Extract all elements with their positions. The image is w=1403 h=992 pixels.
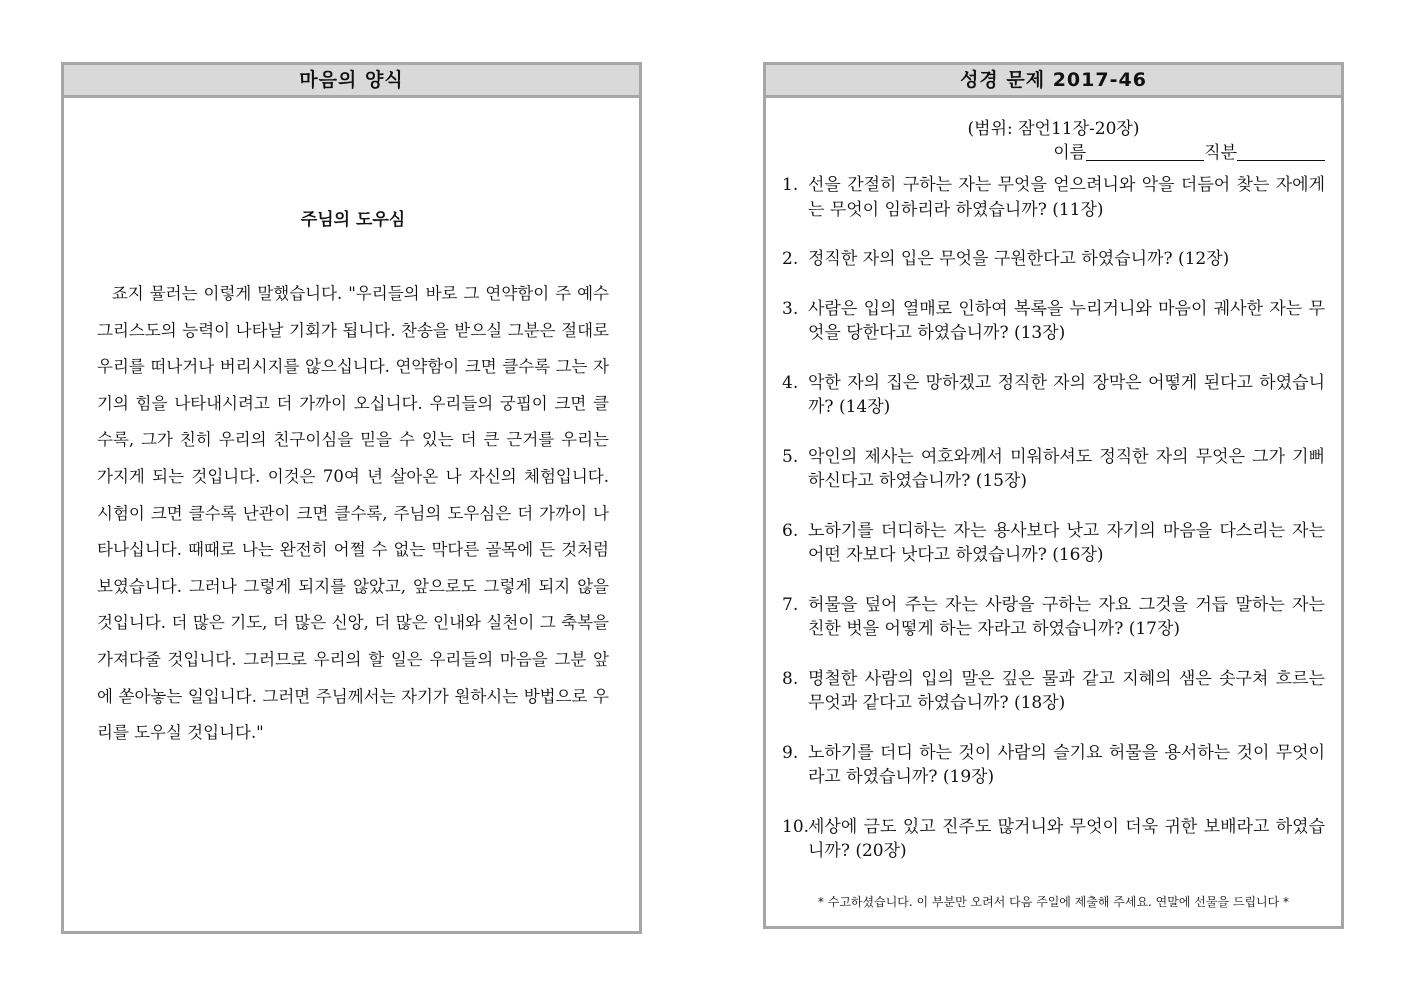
name-label: 이름: [1053, 143, 1087, 163]
article-body: 죠지 뮬러는 이렇게 말했습니다. "우리들의 바로 그 연약함이 주 예수 그리스도의 능력이 나타날 기회가 됩니다. 찬송을 받으실 그분은 절대로 우리를 떠나거나 버리시지를 않으십니다. 연약함이 크면 클수록 그는 자기의 힘을 나타내시려고 더 가까이 오십니다. 우리들의 궁핍이 크면 클수록, 그가 친히 우리의 친구이심을 믿을 수 있는 더 큰 근거를 우리는 가지게 되는 것입니다. 이것은 70여 년 살아온 나 자신의 체험입니다. 시험이 크면 클수록 난관이 크면 클수록, 주님의 도우심은 더 가까이 나타나십니다. 때때로 나는 완전히 어쩔 수 없는 막다른 골목에 든 것처럼 보였습니다. 그러나 그렇게 되지를 않았고, 앞으로도 그렇게 되지 않을 것입니다. 더 많은 기도, 더 많은 신앙, 더 많은 인내와 실천이 그 축복을 가져다줄 것입니다. 그러므로 우리의 할 일은 우리들의 마음을 그분 앞에 쏟아놓는 일입니다. 그러면 주님께서는 자기가 원하시는 방법으로 우리를 도우실 것입니다.": [97, 284, 609, 743]
devotional-content: [97, 205, 609, 752]
article-title: 주님의 도우심: [300, 210, 406, 230]
question-number: 8.: [782, 668, 799, 689]
question-item: [782, 445, 1325, 494]
question-number: 4.: [782, 372, 799, 393]
question-item: [782, 173, 1325, 222]
question-item: [782, 593, 1325, 642]
question-text: 정직한 자의 입은 무엇을 구원한다고 하였습니까? (12장): [808, 249, 1230, 269]
question-number: 9.: [782, 742, 799, 763]
question-text: 악인의 제사는 여호와께서 미워하셔도 정직한 자의 무엇은 그가 기뻐하신다고 하였습니까? (15장): [808, 446, 1325, 491]
question-item: [782, 371, 1325, 420]
quiz-range: (범위: 잠언11장-20장): [967, 119, 1140, 139]
question-list: [782, 173, 1325, 864]
question-number: 7.: [782, 594, 799, 615]
question-item: [782, 519, 1325, 568]
question-item: [782, 815, 1325, 864]
question-item: [782, 297, 1325, 346]
devotional-header: 마음의 양식: [64, 65, 639, 98]
submission-note: * 수고하셨습니다. 이 부분만 오려서 다음 주일에 제출해 주세요. 연말에 선물을 드립니다 *: [817, 895, 1290, 909]
question-number: 6.: [782, 520, 799, 541]
quiz-header: 성경 문제 2017-46: [766, 65, 1341, 98]
devotional-panel: [61, 62, 642, 934]
question-number: 10.: [782, 816, 810, 837]
role-blank[interactable]: [1237, 142, 1325, 161]
question-number: 3.: [782, 298, 799, 319]
question-item: [782, 247, 1325, 272]
question-text: 사람은 입의 열매로 인하여 복록을 누리거니와 마음이 궤사한 자는 무엇을 당한다고 하였습니까? (13장): [808, 298, 1325, 343]
question-text: 악한 자의 집은 망하겠고 정직한 자의 장막은 어떻게 된다고 하였습니까? (14장): [808, 372, 1325, 417]
quiz-content: [782, 117, 1325, 889]
question-text: 허물을 덮어 주는 자는 사랑을 구하는 자요 그것을 거듭 말하는 자는 친한 벗을 어떻게 하는 자라고 하였습니까? (17장): [808, 594, 1325, 639]
question-text: 선을 간절히 구하는 자는 무엇을 얻으려니와 악을 더듬어 찾는 자에게는 무엇이 임하리라 하였습니까? (11장): [808, 175, 1325, 220]
question-text: 명철한 사람의 입의 말은 깊은 물과 같고 지혜의 샘은 솟구쳐 흐르는 무엇과 같다고 하였습니까? (18장): [808, 668, 1325, 713]
bible-quiz-panel: [763, 62, 1344, 929]
question-item: [782, 667, 1325, 716]
question-text: 노하기를 더디 하는 것이 사람의 슬기요 허물을 용서하는 것이 무엇이라고 하였습니까? (19장): [808, 742, 1325, 787]
question-number: 1.: [782, 175, 799, 195]
role-label: 직분: [1204, 143, 1237, 163]
question-text: 노하기를 더디하는 자는 용사보다 낫고 자기의 마음을 다스리는 자는 어떤 자보다 낫다고 하였습니까? (16장): [808, 520, 1325, 565]
question-item: [782, 741, 1325, 790]
question-number: 2.: [782, 249, 799, 269]
name-blank[interactable]: [1086, 142, 1204, 161]
question-number: 5.: [782, 446, 799, 467]
question-text: 세상에 금도 있고 진주도 많거니와 무엇이 더욱 귀한 보배라고 하였습니까? (20장): [808, 816, 1325, 861]
name-role-line: [782, 141, 1325, 165]
